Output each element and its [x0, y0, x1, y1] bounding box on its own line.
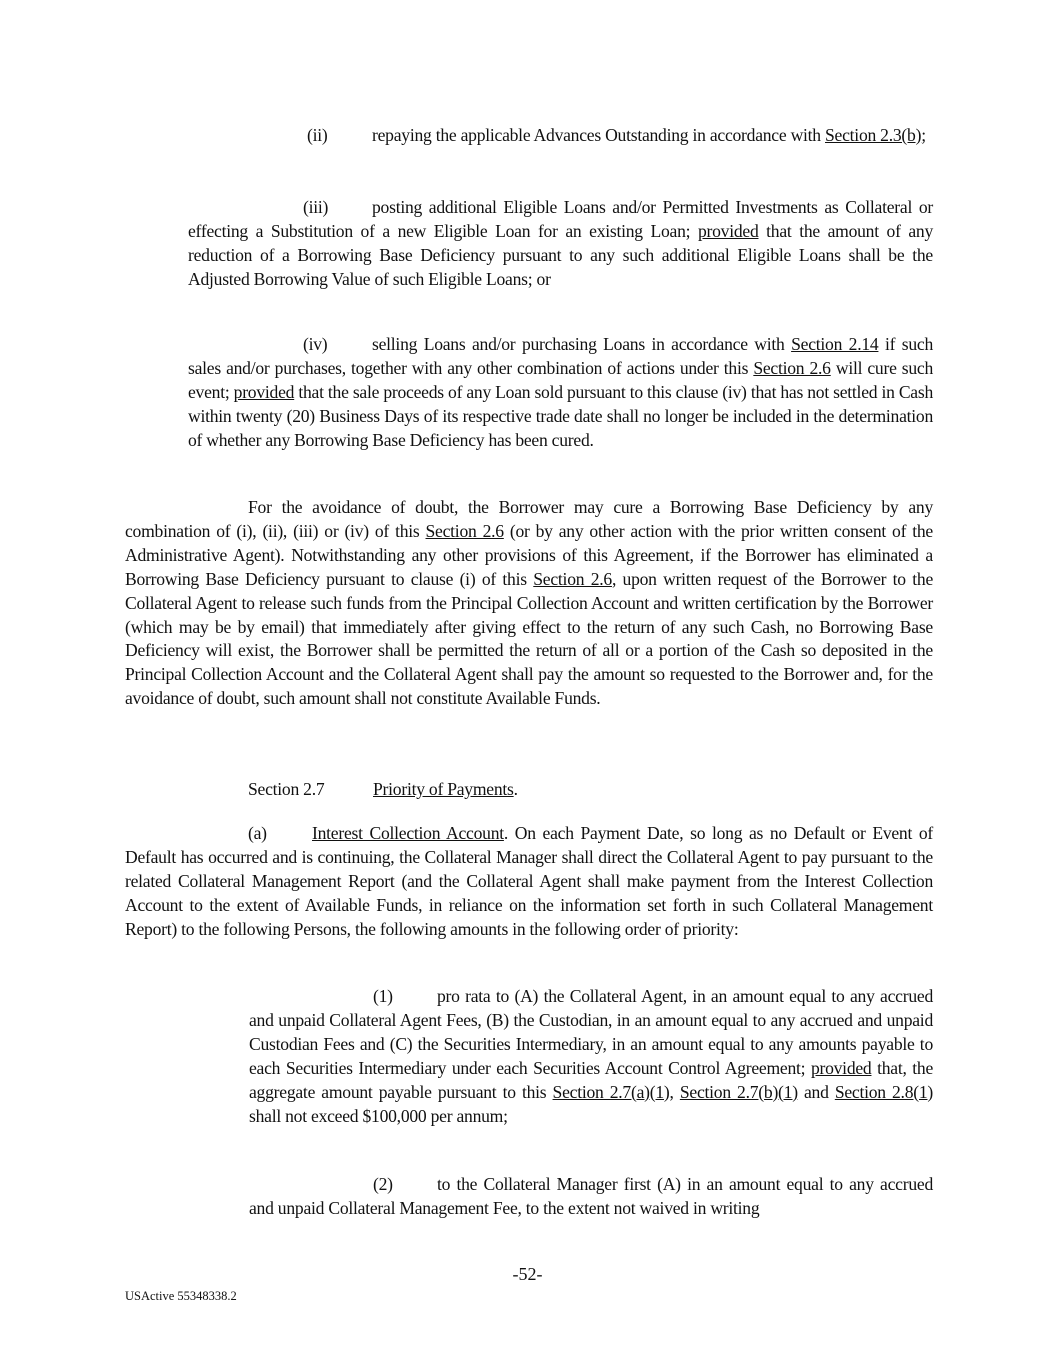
text-run: ;: [921, 125, 926, 145]
text-run: and: [797, 1081, 835, 1102]
clause-label: (ii): [307, 125, 328, 145]
cross-reference: Priority of Payments: [373, 779, 514, 799]
clause-label: (1): [373, 986, 393, 1006]
clause-2: [249, 1173, 933, 1221]
text-run: (or by any other action with the prior written consent of the Administrative Agent). Notwithstanding any other provisions of this Agreement, if the Borrower has eliminated a Borrowing Base Deficiency pursuant to clause (i) of this: [125, 520, 933, 589]
text-run: that the amount of any reduction of a Borrowing Base Deficiency pursuant to any such additional Eligible Loans shall be the Adjusted Borrowing Value of such Eligible Loans; or: [188, 220, 933, 289]
text-run: posting additional Eligible Loans and/or Permitted Investments as Collateral or effecting a Substitution of a new Eligible Loan for an existing Loan;: [188, 197, 933, 241]
clause-label: (iv): [303, 334, 328, 354]
text-run: ,: [669, 1081, 680, 1102]
cross-reference: Section 2.3(b): [825, 125, 922, 145]
text-run: . On each Payment Date, so long as no Default or Event of Default has occurred and is continuing, the Collateral Manager shall direct the Collateral Agent to pay pursuant to the related Collateral Management Report (and the Collateral Agent shall make payment from the Interest Collection Account to the extent of Available Funds, in reliance on the information set forth in such Collateral Management Report) to the following Persons, the following amounts in the following order of priority:: [125, 823, 933, 939]
clause-label: (a): [248, 823, 267, 843]
cross-reference: Section 2.7(a)(1): [552, 1081, 670, 1102]
page-number: -52-: [512, 1264, 543, 1284]
text-run: if such sales and/or purchases, together with any other combination of actions under this: [188, 334, 933, 378]
text-run: pro rata to (A) the Collateral Agent, in an amount equal to any accrued and unpaid Collateral Agent Fees, (B) the Custodian, in an amount equal to any accrued and unpaid Custodian Fees and (C) the Securities Intermediary, in an amount equal to any amounts payable to each Securities Intermediary under each Securities Account Control Agreement;: [249, 986, 933, 1078]
cross-reference: Section 2.6: [425, 520, 504, 541]
text-run: shall not exceed $100,000 per annum;: [249, 1105, 508, 1126]
cross-reference: provided: [810, 1057, 872, 1078]
clause-ii: [188, 124, 933, 148]
text-run: to the Collateral Manager first (A) in an amount equal to any accrued and unpaid Collateral Management Fee, to the extent not waived in writing: [249, 1174, 933, 1218]
cross-reference: provided: [697, 220, 759, 241]
clause-iv: [188, 333, 933, 453]
document-id: USActive 55348338.2: [125, 1289, 237, 1303]
text-run: selling Loans and/or purchasing Loans in accordance with: [372, 334, 792, 354]
avoidance-of-doubt-paragraph: [125, 496, 933, 711]
text-run: , upon written request of the Borrower to the Collateral Agent to release such funds from the Principal Collection Account and written certification by the Borrower (which may be by email) that immediately after giving effect to the return of any such Cash, no Borrowing Base Deficiency will exist, the Borrower shall be permitted the return of all or a portion of the Cash so deposited in the Principal Collection Account and the Collateral Agent shall pay the amount so requested to the Borrower and, for the avoidance of doubt, such amount shall not constitute Available Funds.: [125, 568, 933, 709]
clause-iii: [188, 196, 933, 292]
text-run: For the avoidance of doubt, the Borrower may cure a Borrowing Base Deficiency by any combination of (i), (ii), (iii) or (iv) of this: [125, 497, 933, 541]
cross-reference: provided: [233, 381, 295, 402]
clause-label: (2): [373, 1174, 393, 1194]
cross-reference: Section 2.8(1): [834, 1081, 934, 1102]
cross-reference: Section 2.6: [753, 357, 831, 378]
text-run: repaying the applicable Advances Outstanding in accordance with: [372, 125, 826, 145]
text-run: will cure such event;: [188, 357, 934, 402]
text-run: .: [513, 779, 518, 799]
clause-1: [249, 985, 933, 1128]
cross-reference: Section 2.6: [533, 568, 612, 589]
clause-label: (iii): [303, 197, 329, 217]
cross-reference: Interest Collection Account: [312, 823, 504, 843]
section-2-7-heading: [125, 778, 933, 802]
clause-a: [125, 822, 933, 942]
cross-reference: Section 2.14: [791, 334, 879, 354]
clause-label: Section 2.7: [248, 779, 325, 799]
text-run: that, the aggregate amount payable pursuant to this: [249, 1057, 934, 1102]
cross-reference: Section 2.7(b)(1): [679, 1081, 798, 1102]
text-run: that the sale proceeds of any Loan sold pursuant to this clause (iv) that has not settled in Cash within twenty (20) Business Days of its respective trade date shall no longer be included in the determination of whether any Borrowing Base Deficiency has been cured.: [188, 381, 934, 450]
